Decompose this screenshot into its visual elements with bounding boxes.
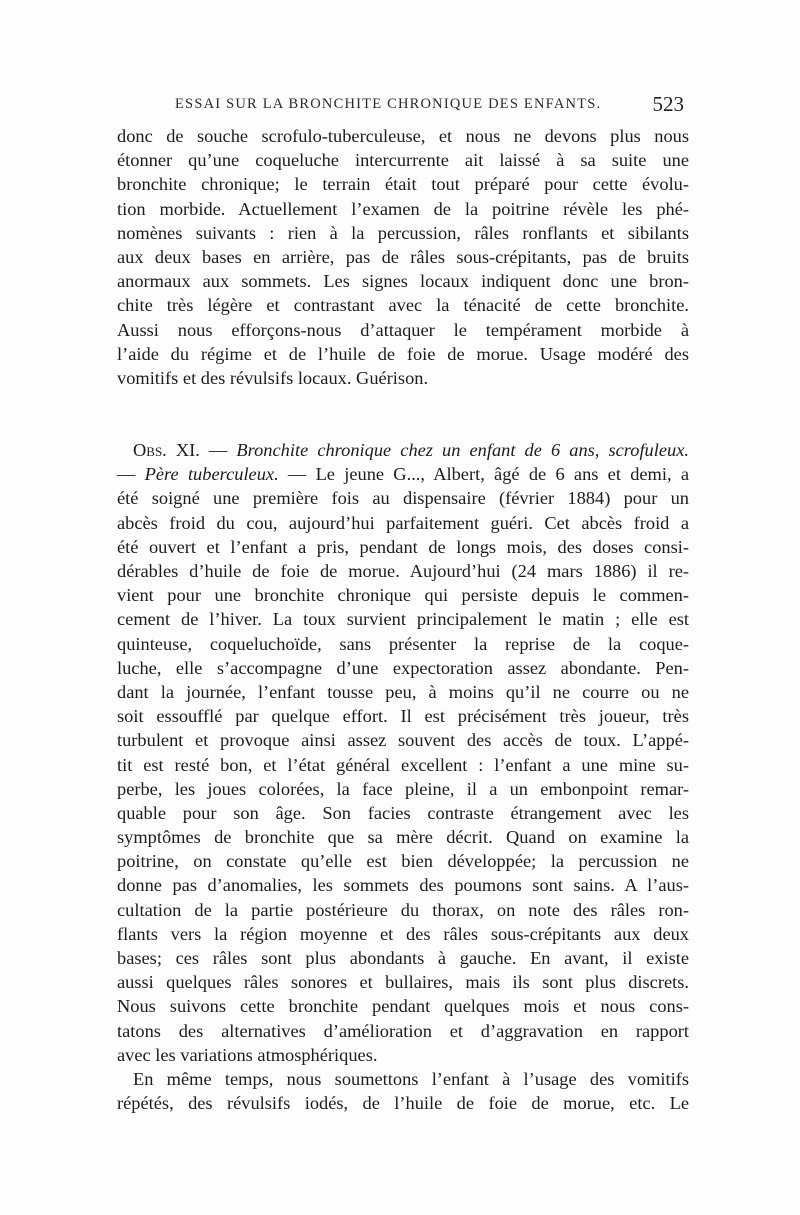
body-text <box>117 124 689 1115</box>
text-line: chite très légère et contrastant avec la ténacité de cette bronchite. <box>117 295 689 316</box>
running-head: ESSAI SUR LA BRONCHITE CHRONIQUE DES ENFANTS. <box>175 96 602 112</box>
heading-dash: — <box>117 464 145 485</box>
text-line: dérables d’huile de foie de morue. Aujourd’hui (24 mars 1886) il re- <box>117 561 689 581</box>
section-gap <box>117 390 689 438</box>
text-line: aux deux bases en arrière, pas de râles sous-crépitants, pas de bruits <box>117 246 689 267</box>
observation-label: Obs. XI. <box>133 440 200 461</box>
text-line: tatons des alternatives d’amélioration et d’aggravation en rapport <box>117 1020 689 1041</box>
father-history: Père tuberculeux. <box>144 464 279 485</box>
text-line: bases; ces râles sont plus abondants à gauche. En avant, il existe <box>117 948 689 968</box>
text-line: tit est resté bon, et l’état général excellent : l’enfant a une mine su- <box>117 754 689 775</box>
text-line: Aussi nous efforçons-nous d’attaquer le tempérament morbide à <box>117 319 689 340</box>
text-line: quinteuse, coqueluchoïde, sans présenter la reprise de la coque- <box>117 633 689 654</box>
text-line: symptômes de bronchite que sa mère décrit. Quand on examine la <box>117 827 689 848</box>
paragraph-3 <box>117 1067 689 1115</box>
text-line: tion morbide. Actuellement l’examen de la poitrine révèle les phé- <box>117 198 689 219</box>
heading-dash: — <box>199 440 237 461</box>
text-line: abcès froid du cou, aujourd’hui parfaitement guéri. Cet abcès froid a <box>117 512 689 533</box>
text-line: turbulent et provoque ainsi assez souvent des accès de toux. L’appé- <box>117 730 689 751</box>
text-line: été soigné une première fois au dispensaire (février 1884) pour un <box>117 488 689 509</box>
text-line: luche, elle s’accompagne d’une expectoration assez abondante. Pen- <box>117 657 689 678</box>
text-line: cement de l’hiver. La toux survient principalement le matin ; elle est <box>117 609 689 630</box>
text-line: nomènes suivants : rien à la percussion, râles ronflants et sibilants <box>117 222 689 243</box>
paragraph-1 <box>117 124 689 390</box>
text-line: avec les variations atmosphériques. <box>117 1044 378 1065</box>
text-line: donne pas d’anomalies, les sommets des poumons sont sains. A l’aus- <box>117 875 689 896</box>
observation-heading-line <box>117 438 689 462</box>
text-line: été ouvert et l’enfant a pris, pendant de longs mois, des doses consi- <box>117 536 689 557</box>
text-line: dant la journée, l’enfant tousse peu, à moins qu’il ne courre ou ne <box>117 681 689 702</box>
page-header <box>160 92 688 116</box>
text-line: aussi quelques râles sonores et bullaires, mais ils sont plus discrets. <box>117 972 689 993</box>
text-line: flants vers la région moyenne et des râles sous-crépitants aux deux <box>117 923 689 944</box>
text-line: répétés, des révulsifs iodés, de l’huile de foie de morue, etc. Le <box>117 1093 689 1114</box>
text-line: quable pour son âge. Son facies contraste étrangement avec les <box>117 802 689 823</box>
text-line: Nous suivons cette bronchite pendant quelques mois et nous cons- <box>117 996 689 1017</box>
text-line: En même temps, nous soumettons l’enfant à l’usage des vomitifs <box>133 1068 689 1089</box>
text-line: l’aide du régime et de l’huile de foie de morue. Usage modéré des <box>117 343 689 364</box>
text-line: cultation de la partie postérieure du thorax, on note des râles ron- <box>117 899 689 920</box>
text-line: donc de souche scrofulo-tuberculeuse, et nous ne devons plus nous <box>117 126 689 146</box>
text-line: anormaux aux sommets. Les signes locaux indiquent donc une bron- <box>117 271 689 292</box>
observation-subheading-line <box>117 462 689 486</box>
text-line: poitrine, on constate qu’elle est bien développée; la percussion ne <box>117 851 689 872</box>
text-line: étonner qu’une coqueluche intercurrente ait laissé à sa suite une <box>117 150 689 171</box>
observation-xi <box>117 438 689 1067</box>
text-line: bronchite chronique; le terrain était tout préparé pour cette évolu- <box>117 174 689 195</box>
text-line: perbe, les joues colorées, la face pleine, il a un embonpoint remar- <box>117 778 689 799</box>
page-number: 523 <box>652 92 684 116</box>
text-line: vient pour une bronchite chronique qui persiste depuis le commen- <box>117 585 689 606</box>
text-line: vomitifs et des révulsifs locaux. Guérison. <box>117 367 429 388</box>
observation-title: Bronchite chronique chez un enfant de 6 ans, scrofuleux. <box>236 440 689 461</box>
text-line: soit essoufflé par quelque effort. Il est précisément très joueur, très <box>117 706 689 727</box>
heading-continuation: — Le jeune G..., Albert, âgé de 6 ans et demi, a <box>278 464 689 485</box>
